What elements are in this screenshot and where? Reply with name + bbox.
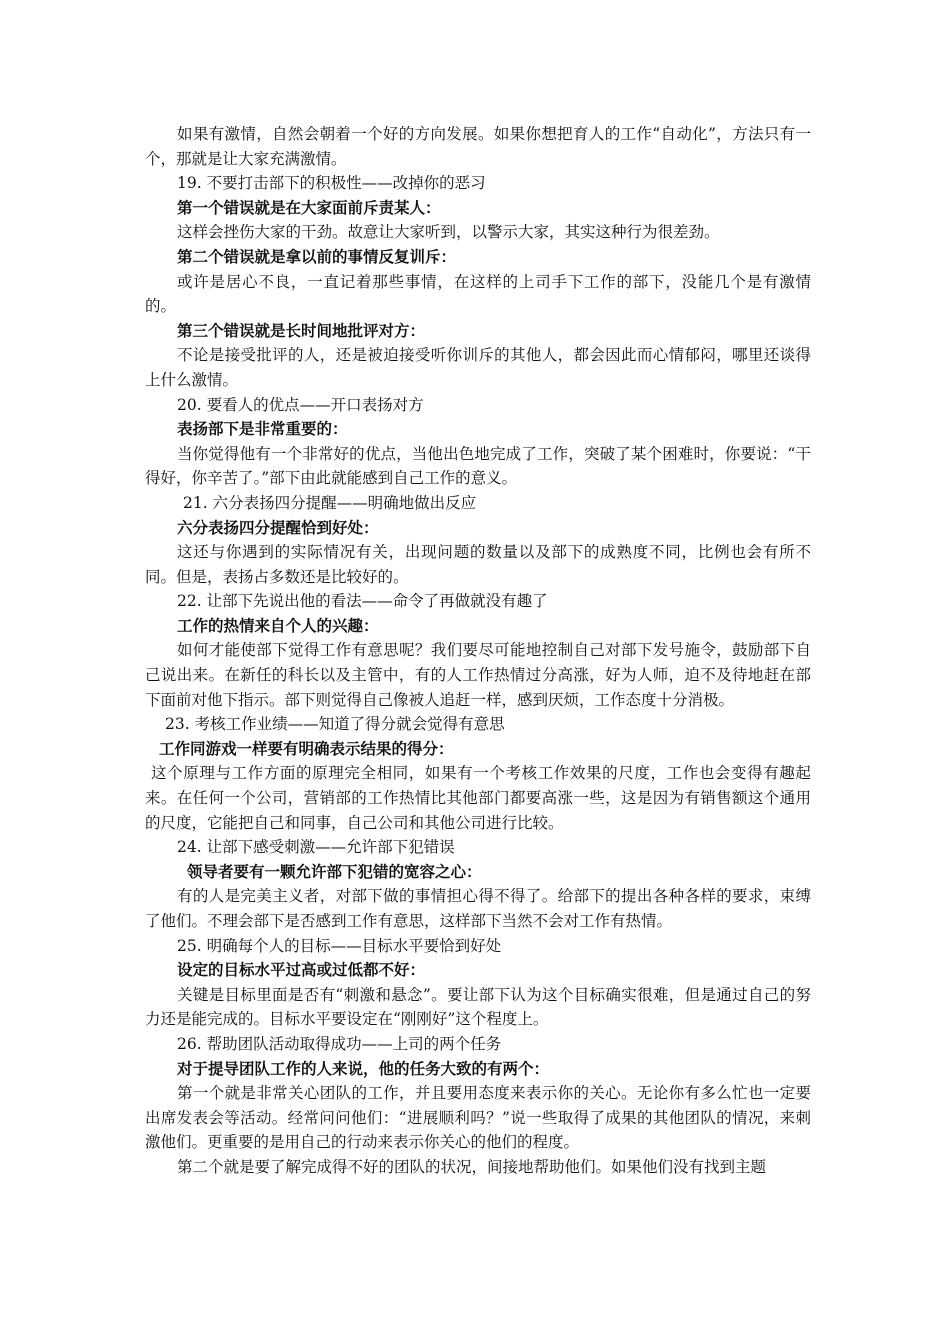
section-heading-21: 21. 六分表扬四分提醒——明确地做出反应: [183, 493, 477, 512]
bold-subheading: 第二个错误就是拿以前的事情反复训斥：: [177, 246, 457, 266]
paragraph: 第二个就是要了解完成得不好的团队的状况，间接地帮助他们。如果他们没有找到主题: [177, 1157, 767, 1176]
paragraph: 这个原理与工作方面的原理完全相同，如果有一个考核工作效果的尺度，工作也会变得有趣起来。在任何一个公司，营销部的工作热情比其他部门都要高涨一些，这是因为有销售额这个通用的尺度，它能把自己和同事，自己公司和其他公司进行比较。: [145, 764, 811, 832]
document-body: [145, 122, 811, 1180]
paragraph: 第一个就是非常关心团队的工作，并且要用态度来表示你的关心。无论你有多么忙也一定要出席发表会等活动。经常问问他们：“进展顺利吗？”说一些取得了成果的其他团队的情况，来刺激他们。更重要的是用自己的行动来表示你关心的他们的程度。: [145, 1084, 811, 1152]
section-heading-22: 22. 让部下先说出他的看法——命令了再做就没有趣了: [177, 592, 548, 611]
paragraph: 有的人是完美主义者，对部下做的事情担心得不得了。给部下的提出各种各样的要求，束缚了他们。不理会部下是否感到工作有意思，这样部下当然不会对工作有热情。: [145, 887, 811, 930]
section-heading-19: 19. 不要打击部下的积极性——改掉你的恶习: [177, 174, 486, 193]
bold-subheading: 六分表扬四分提醒恰到好处：: [177, 517, 379, 537]
section-heading-25: 25. 明确每个人的目标——目标水平要恰到好处: [177, 936, 502, 955]
bold-subheading: 第一个错误就是在大家面前斥责某人：: [177, 197, 441, 217]
paragraph: 如果有激情，自然会朝着一个好的方向发展。如果你想把育人的工作“自动化”，方法只有一个，那就是让大家充满激情。: [145, 125, 811, 168]
bold-subheading: 工作同游戏一样要有明确表示结果的得分：: [159, 738, 454, 758]
bold-subheading: 领导者要有一颗允许部下犯错的宽容之心：: [187, 861, 482, 881]
bold-subheading: 工作的热情来自个人的兴趣：: [177, 615, 379, 635]
bold-subheading: 设定的目标水平过高或过低都不好：: [177, 960, 426, 980]
paragraph: 这样会挫伤大家的干劲。故意让大家听到，以警示大家，其实这种行为很差劲。: [177, 223, 720, 242]
section-heading-20: 20. 要看人的优点——开口表扬对方: [177, 395, 424, 414]
section-heading-26: 26. 帮助团队活动取得成功——上司的两个任务: [177, 1034, 502, 1053]
section-heading-24: 24. 让部下感受刺激——允许部下犯错误: [177, 838, 455, 857]
bold-subheading: 对于提导团队工作的人来说，他的任务大致的有两个：: [177, 1058, 550, 1078]
paragraph: 当你觉得他有一个非常好的优点，当他出色地完成了工作，突破了某个困难时，你要说：“干得好，你辛苦了。”部下由此就能感到自己工作的意义。: [145, 444, 811, 488]
paragraph: 或许是居心不良，一直记着那些事情，在这样的上司手下工作的部下，没能几个是有激情的。: [145, 272, 811, 316]
paragraph: 这还与你遇到的实际情况有关，出现问题的数量以及部下的成熟度不同，比例也会有所不同。但是，表扬占多数还是比较好的。: [145, 543, 811, 586]
bold-subheading: 第三个错误就是长时间地批评对方：: [177, 320, 426, 340]
paragraph: 不论是接受批评的人，还是被迫接受听你训斥的其他人，都会因此而心情郁闷，哪里还谈得上什么激情。: [145, 346, 811, 389]
paragraph: 关键是目标里面是否有“刺激和悬念”。要让部下认为这个目标确实很难，但是通过自己的努力还是能完成的。目标水平要设定在“刚刚好”这个程度上。: [145, 985, 811, 1029]
section-heading-23: 23. 考核工作业绩——知道了得分就会觉得有意思: [165, 715, 505, 734]
paragraph: 如何才能使部下觉得工作有意思呢？我们要尽可能地控制自己对部下发号施令，鼓励部下自己说出来。在新任的科长以及主管中，有的人工作热情过分高涨，好为人师，迫不及待地赶在部下面前对他下指示。部下则觉得自己像被人追赶一样，感到厌烦，工作态度十分消极。: [145, 641, 811, 709]
bold-subheading: 表扬部下是非常重要的：: [177, 419, 348, 439]
